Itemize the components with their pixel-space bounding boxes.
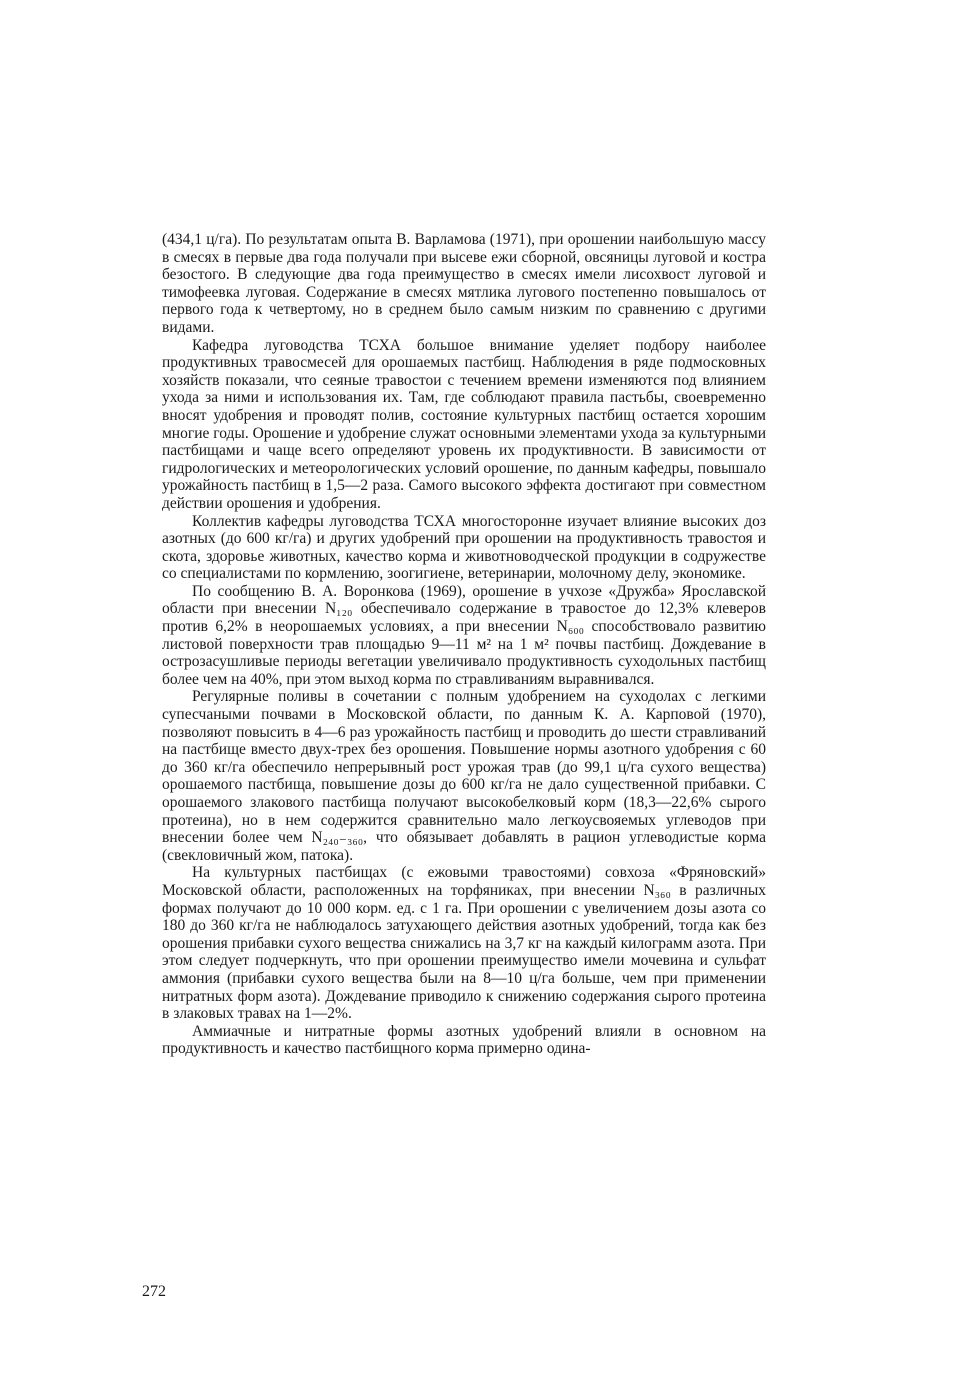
paragraph-2: Кафедра луговодства ТСХА большое внимание уделяет подбору наиболее продуктивных травосмесей для орошаемых пастбищ. Наблюдения в ряде подмосковных хозяйств показали, что сеяные травостои с течением времени изменяются под влиянием ухода за ними и использования их. Там, где соблюдают правила пастьбы, своевременно вносят удобрения и проводят полив, состояние культурных пастбищ остается хорошим многие годы. Орошение и удобрение служат основными элементами ухода за культурными пастбищами и чаще всего определяют уровень их продуктивности. В зависимости от гидрологических и метеорологических условий орошение, по данным кафедры, повышало урожайность пастбищ в 1,5—2 раза. Самого высокого эффекта достигают при совместном действии орошения и удобрения. bbox=[162, 336, 766, 512]
paragraph-7: Аммиачные и нитратные формы азотных удобрений влияли в основном на продуктивность и качество пастбищного корма примерно одина- bbox=[162, 1022, 766, 1058]
paragraph-1: (434,1 ц/га). По результатам опыта В. Варламова (1971), при орошении наибольшую массу в смесях в первые два года получали при высеве ежи сборной, овсяницы луговой и костра безостого. В следующие два года преимущество в смесях имели лисохвост луговой и тимофеевка луговая. Содержание в смесях мятлика лугового постепенно повышалось от первого года к четвертому, но в среднем было самым низким по сравнению с другими видами. bbox=[162, 231, 766, 336]
page-number: 272 bbox=[142, 1283, 166, 1300]
paragraph-4: По сообщению В. А. Воронкова (1969), орошение в учхозе «Дружба» Ярославской области при внесении N₁₂₀ обеспечивало содержание в травостое до 12,3% клеверов против 6,2% в неорошаемых условиях, а при внесении N₆₀₀ способствовало развитию листовой поверхности трав площадью 9—11 м² на 1 м² почвы пастбищ. Дождевание в острозасушливые периоды вегетации увеличивало продуктивность суходольных пастбищ более чем на 40%, при этом выход корма по стравливаниям выравнивался. bbox=[162, 582, 766, 688]
paragraph-5: Регулярные поливы в сочетании с полным удобрением на суходолах с легкими супесчаными почвами в Московской области, по данным К. А. Карповой (1970), позволяют повысить в 4—6 раз урожайность пастбищ и проводить до шести стравливаний на пастбище вместо двух-трех без орошения. Повышение нормы азотного удобрения с 60 до 360 кг/га обеспечило непрерывный рост урожая трав (до 99,1 ц/га сухого вещества) орошаемого пастбища, повышение дозы до 600 кг/га не дало существенной прибавки. С орошаемого злакового пастбища получают высокобелковый корм (18,3—22,6% сырого протеина), но в нем содержится сравнительно мало легкоусвояемых углеводов при внесении более чем N₂₄₀₋₃₆₀, что обязывает добавлять в рацион углеводистые корма (свекловичный жом, патока). bbox=[162, 688, 766, 864]
page-body bbox=[162, 231, 766, 1058]
paragraph-3: Коллектив кафедры луговодства ТСХА многосторонне изучает влияние высоких доз азотных (до 600 кг/га) и других удобрений при орошении на продуктивность травостоя и скота, здоровье животных, качество корма и животноводческой продукции в содружестве со специалистами по кормлению, зоогигиене, ветеринарии, молочному делу, экономике. bbox=[162, 512, 766, 583]
paragraph-6: На культурных пастбищах (с ежовыми травостоями) совхоза «Фряновский» Московской области, расположенных на торфяниках, при внесении N₃₆₀ в различных формах получают до 10 000 корм. ед. с 1 га. При орошении с увеличением дозы азота со 180 до 360 кг/га не наблюдалось затухающего действия азотных удобрений, тогда как без орошения прибавки сухого вещества снижались на 3,7 кг на каждый килограмм азота. При этом следует подчеркнуть, что при орошении преимущество имели мочевина и сульфат аммония (прибавки сухого вещества были на 8—10 ц/га больше, чем при применении нитратных форм азота). Дождевание приводило к снижению содержания сырого протеина в злаковых травах на 1—2%. bbox=[162, 864, 766, 1023]
